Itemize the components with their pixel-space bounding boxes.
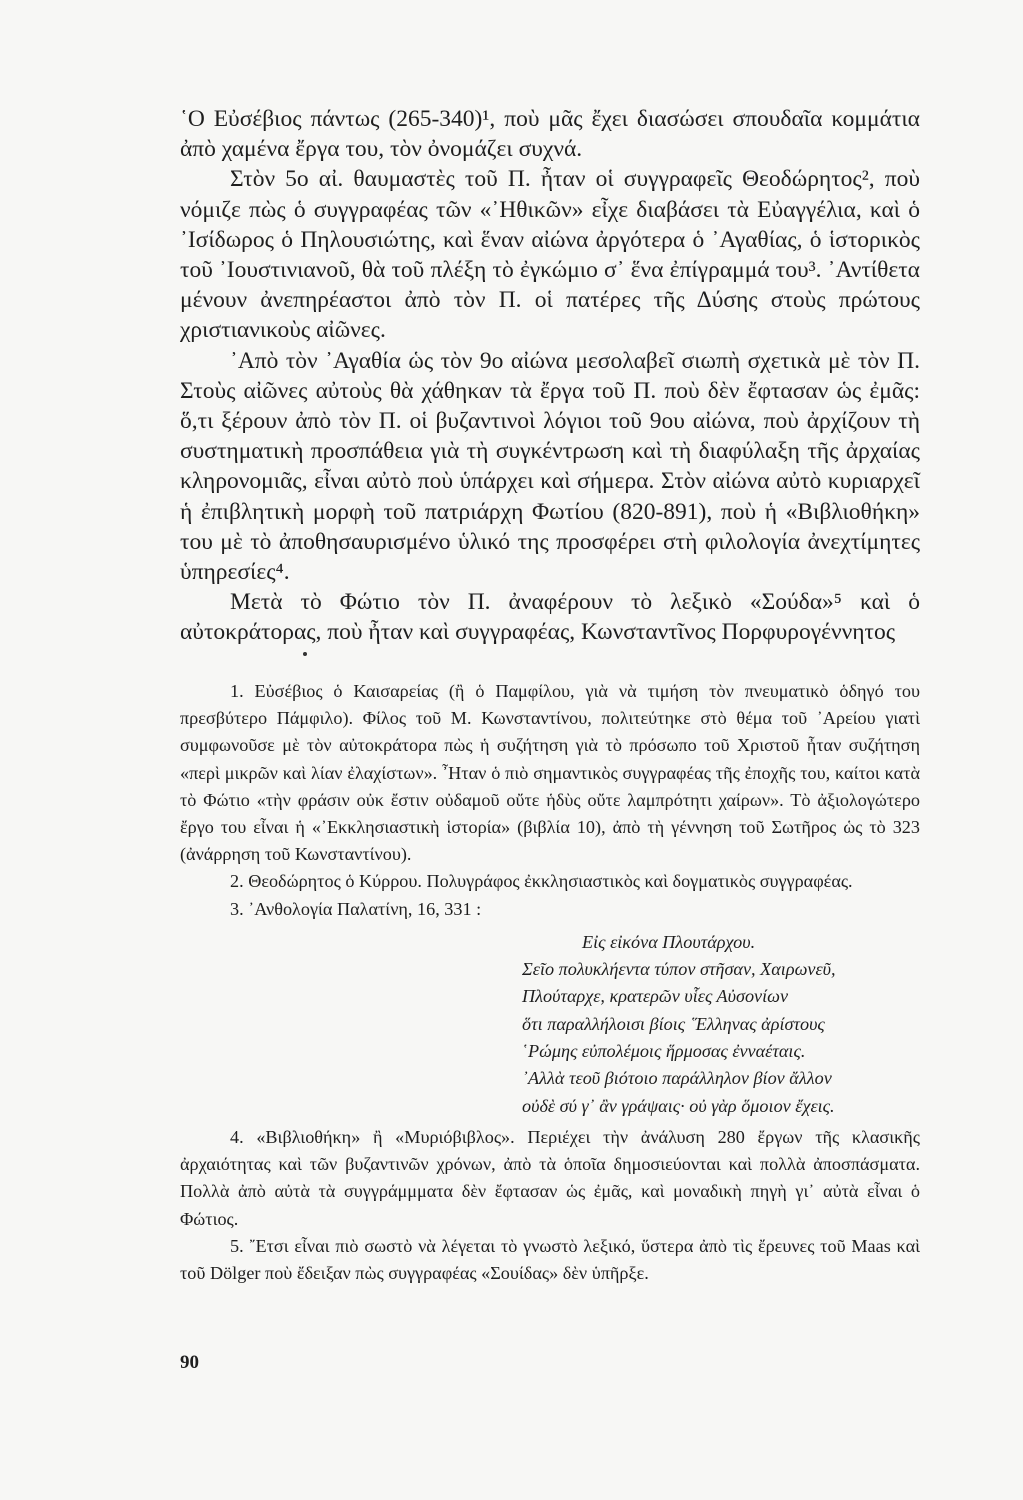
poem-line: ᾿Αλλὰ τεοῦ βιότοιο παράλληλον βίον ἄλλον — [522, 1068, 832, 1089]
page-number: 90 — [180, 1352, 199, 1373]
ink-speck — [303, 652, 307, 656]
epigram-poem — [522, 929, 920, 1120]
paragraph-1: ῾Ο Εὐσέβιος πάντως (265-340)¹, ποὺ μᾶς ἔχει διασώσει σπουδαῖα κομμάτια ἀπὸ χαμένα ἔργα του, τὸν ὀνομάζει συχνά. — [180, 106, 920, 163]
poem-title: Εἰς εἰκόνα Πλουτάρχου. — [582, 931, 756, 952]
poem-line: οὐδὲ σύ γ᾿ ἂν γράψαις· οὐ γὰρ ὅμοιον ἔχεις. — [522, 1095, 835, 1116]
paragraph-2: Στὸν 5ο αἰ. θαυμαστὲς τοῦ Π. ἦταν οἱ συγγραφεῖς Θεοδώρητος², ποὺ νόμιζε πὼς ὁ συγγραφέας τῶν «᾿Ηθικῶν» εἶχε διαβάσει τὰ Εὐαγγέλια, καὶ ὁ ᾿Ισίδωρος ὁ Πηλουσιώτης, καὶ ἕναν αἰώνα ἀργότερα ὁ ᾿Αγαθίας, ὁ ἱστορικὸς τοῦ ᾿Ιουστινιανοῦ, θὰ τοῦ πλέξη τὸ ἐγκώμιο σ᾿ ἕνα ἐπίγραμμά του³. ᾿Αντίθετα μένουν ἀνεπηρέαστοι ἀπὸ τὸν Π. οἱ πατέρες τῆς Δύσης στοὺς πρώτους χριστιανικοὺς αἰῶνες. — [180, 166, 920, 344]
paragraph-3: ᾿Απὸ τὸν ᾿Αγαθία ὡς τὸν 9ο αἰώνα μεσολαβεῖ σιωπὴ σχετικὰ μὲ τὸν Π. Στοὺς αἰῶνες αὐτοὺς θὰ χάθηκαν τὰ ἔργα τοῦ Π. ποὺ δὲν ἔφτασαν ὡς ἐμᾶς: ὅ,τι ξέρουν ἀπὸ τὸν Π. οἱ βυζαντινοὶ λόγιοι τοῦ 9ου αἰώνα, ποὺ ἀρχίζουν τὴ συστηματικὴ προσπάθεια γιὰ τὴ συγκέντρωση καὶ τὴ διαφύλαξη τῆς ἀρχαίας κληρονομιᾶς, εἶναι αὐτὸ ποὺ ὑπάρχει καὶ σήμερα. Στὸν αἰώνα αὐτὸ κυριαρχεῖ ἡ ἐπιβλητικὴ μορφὴ τοῦ πατριάρχη Φωτίου (820-891), ποὺ ἡ «Βιβλιοθήκη» του μὲ τὸ ἀποθησαυρισμένο ὑλικό της προσφέρει στὴ φιλολογία ἀνεχτίμητες ὑπηρεσίες⁴. — [180, 347, 920, 586]
footnotes — [180, 678, 920, 1287]
footnote-1: 1. Εὐσέβιος ὁ Καισαρείας (ἢ ὁ Παμφίλου, γιὰ νὰ τιμήση τὸν πνευματικὸ ὁδηγό του πρεσβύτερο Πάμφιλο). Φίλος τοῦ Μ. Κωνσταντίνου, πολιτεύτηκε στὸ θέμα τοῦ ᾿Αρείου γιατὶ συμφωνοῦσε μὲ τὸν αὐτοκράτορα πὼς ἡ συζήτηση γιὰ τὸ πρόσωπο τοῦ Χριστοῦ ἦταν συζήτηση «περὶ μικρῶν καὶ λίαν ἐλαχίστων». ῏Ηταν ὁ πιὸ σημαντικὸς συγγραφέας τῆς ἐποχῆς του, καίτοι κατὰ τὸ Φώτιο «τὴν φράσιν οὐκ ἔστιν οὐδαμοῦ οὔτε ἡδὺς οὔτε λαμπρότητι χαίρων». Τὸ ἀξιολογώτερο ἔργο του εἶναι ἡ «᾿Εκκλησιαστικὴ ἱστορία» (βιβλία 10), ἀπὸ τὴ γέννηση τοῦ Σωτῆρος ὡς τὸ 323 (ἀνάρρηση τοῦ Κωνσταντίνου). — [180, 681, 920, 865]
poem-line: Πλούταρχε, κρατερῶν υἷες Αὐσονίων — [522, 986, 789, 1007]
poem-line: Σεῖο πολυκλήεντα τύπον στῆσαν, Χαιρωνεῦ, — [522, 959, 836, 980]
poem-line: ὅτι παραλλήλοισι βίοις ῞Ελληνας ἀρίστους — [522, 1013, 825, 1034]
main-text — [180, 104, 920, 648]
paragraph-4: Μετὰ τὸ Φώτιο τὸν Π. ἀναφέρουν τὸ λεξικὸ «Σούδα»⁵ καὶ ὁ αὐτοκράτορας, ποὺ ἦταν καὶ συγγραφέας, Κωνσταντῖνος Πορφυρογέννητος — [180, 589, 920, 646]
footnote-4: 4. «Βιβλιοθήκη» ἢ «Μυριόβιβλος». Περιέχει τὴν ἀνάλυση 280 ἔργων τῆς κλασικῆς ἀρχαιότητας καὶ τῶν βυζαντινῶν χρόνων, ἀπὸ τὰ ὁποῖα δημοσιεύονται καὶ πολλὰ ἀποσπάσματα. Πολλὰ ἀπὸ αὐτὰ τὰ συγγράμμματα δὲν ἔφτασαν ὡς ἐμᾶς, καὶ μοναδικὴ πηγὴ γι᾿ αὐτὰ εἶναι ὁ Φώτιος. — [180, 1126, 920, 1229]
footnote-3: 3. ᾿Ανθολογία Παλατίνη, 16, 331 : — [230, 898, 482, 919]
poem-line: ῾Ρώμης εὐπολέμοις ἥρμοσας ἐνναέταις. — [522, 1041, 806, 1062]
footnote-2: 2. Θεοδώρητος ὁ Κύρρου. Πολυγράφος ἐκκλησιαστικὸς καὶ δογματικὸς συγγραφέας. — [230, 871, 853, 892]
footnote-5: 5. ῎Ετσι εἶναι πιὸ σωστὸ νὰ λέγεται τὸ γνωστὸ λεξικό, ὕστερα ἀπὸ τὶς ἔρευνες τοῦ Maas καὶ τοῦ Dölger ποὺ ἔδειξαν πὼς συγγραφέας «Σουίδας» δὲν ὑπῆρξε. — [180, 1235, 920, 1283]
